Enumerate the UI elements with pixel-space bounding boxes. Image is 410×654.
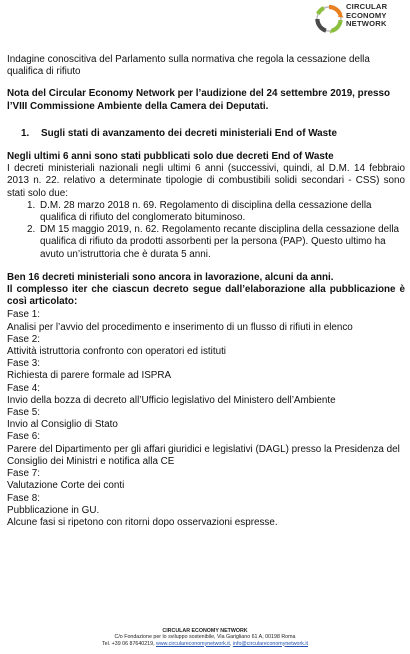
phase-text: Analisi per l’avvio del procedimento e inserimento di un flusso di rifiuti in elenco	[7, 321, 353, 333]
website-link[interactable]: www.circulareconomynetwork.it	[156, 640, 230, 647]
phase-text: Invio al Consiglio di Stato	[7, 419, 118, 431]
iter-intro: Il complesso iter che ciascun decreto segue dall’elaborazione alla pubblicazione è così articolato:	[7, 284, 405, 308]
logo-line: CIRCULAR	[346, 2, 388, 11]
phase-text: Pubblicazione in GU.	[7, 504, 100, 516]
section-number: 1.	[21, 127, 30, 139]
phase-label: Fase 5:	[7, 407, 40, 419]
footer-org: CIRCULAR ECONOMY NETWORK	[162, 628, 248, 634]
hearing-note: Nota del Circular Economy Network per l’audizione del 24 settembre 2019, presso l’VIII Commissione Ambiente della Camera dei Deputati.	[7, 88, 391, 112]
email-link[interactable]: info@circulareconomynetwork.it	[232, 640, 309, 647]
decree-item: 2. DM 15 maggio 2019, n. 62. Regolamento recante disciplina della cessazione della qualifica di rifiuto da prodotti assorbenti per la persona (PAP). Questo ultimo ha avuto un’istruttoria che è durata 5 anni.	[38, 224, 405, 261]
section-title: Sugli stati di avanzamento dei decreti ministeriali End of Waste	[41, 127, 337, 139]
phase-text: Richiesta di parere formale ad ISPRA	[7, 370, 172, 382]
subheading: Negli ultimi 6 anni sono stati pubblicati solo due decreti End of Waste	[7, 151, 334, 163]
logo-text	[346, 3, 408, 29]
decrees-paragraph: I decreti ministeriali nazionali negli ultimi 6 anni (successivi, quindi, al D.M. 14 febbraio 2013 n. 22. relativo a determinate tipologie di combustibili solidi secondari - CSS) sono stati solo due:	[7, 163, 405, 199]
document-body	[7, 54, 405, 529]
phase-label: Fase 7:	[7, 468, 40, 480]
decrees-list	[7, 200, 405, 261]
footer-separator: ,	[229, 640, 233, 647]
phase-label: Fase 8:	[7, 492, 40, 504]
footer-address: C/o Fondazione per lo sviluppo sostenibile, Via Garigliano 61 A, 00198 Roma	[114, 634, 296, 641]
intro-text: Indagine conoscitiva del Parlamento sulla normativa che regola la cessazione della qualifica di rifiuto	[7, 54, 370, 78]
logo-line: NETWORK	[346, 19, 387, 29]
phase-text: Attività istruttoria confronto con operatori ed istituti	[7, 346, 227, 358]
phase-label: Fase 4:	[7, 382, 40, 394]
footer-contacts	[0, 641, 410, 647]
logo-line: ECONOMY	[346, 10, 387, 20]
phase-label: Fase 6:	[7, 431, 40, 443]
phases-list	[7, 309, 405, 516]
pending-decrees-text: Ben 16 decreti ministeriali sono ancora in lavorazione, alcuni da anni.	[7, 271, 334, 283]
circular-arrows-icon	[314, 4, 344, 34]
phase-text: Invio della bozza di decreto all’Ufficio legislativo del Ministero dell’Ambiente	[7, 394, 336, 406]
phase-label: Fase 2:	[7, 333, 40, 345]
section-heading	[7, 128, 405, 140]
phase-label: Fase 3:	[7, 358, 40, 370]
footer-tel: Tel. +39 06 87640219,	[101, 640, 157, 647]
decree-item: 1. D.M. 28 marzo 2018 n. 69. Regolamento di disciplina della cessazione della qualifica di rifiuto del conglomerato bituminoso.	[38, 200, 405, 224]
phase-label: Fase 1:	[7, 309, 40, 321]
circular-economy-network-logo	[314, 3, 406, 39]
closing-text: Alcune fasi si ripetono con ritorni dopo osservazioni espresse.	[7, 516, 278, 528]
phase-text: Parere del Dipartimento per gli affari giuridici e legislativi (DAGL) presso la Presidenza del Consiglio dei Ministri e notifica alla CE	[7, 443, 400, 467]
phase-text: Valutazione Corte dei conti	[7, 480, 125, 492]
page-footer	[0, 628, 410, 647]
